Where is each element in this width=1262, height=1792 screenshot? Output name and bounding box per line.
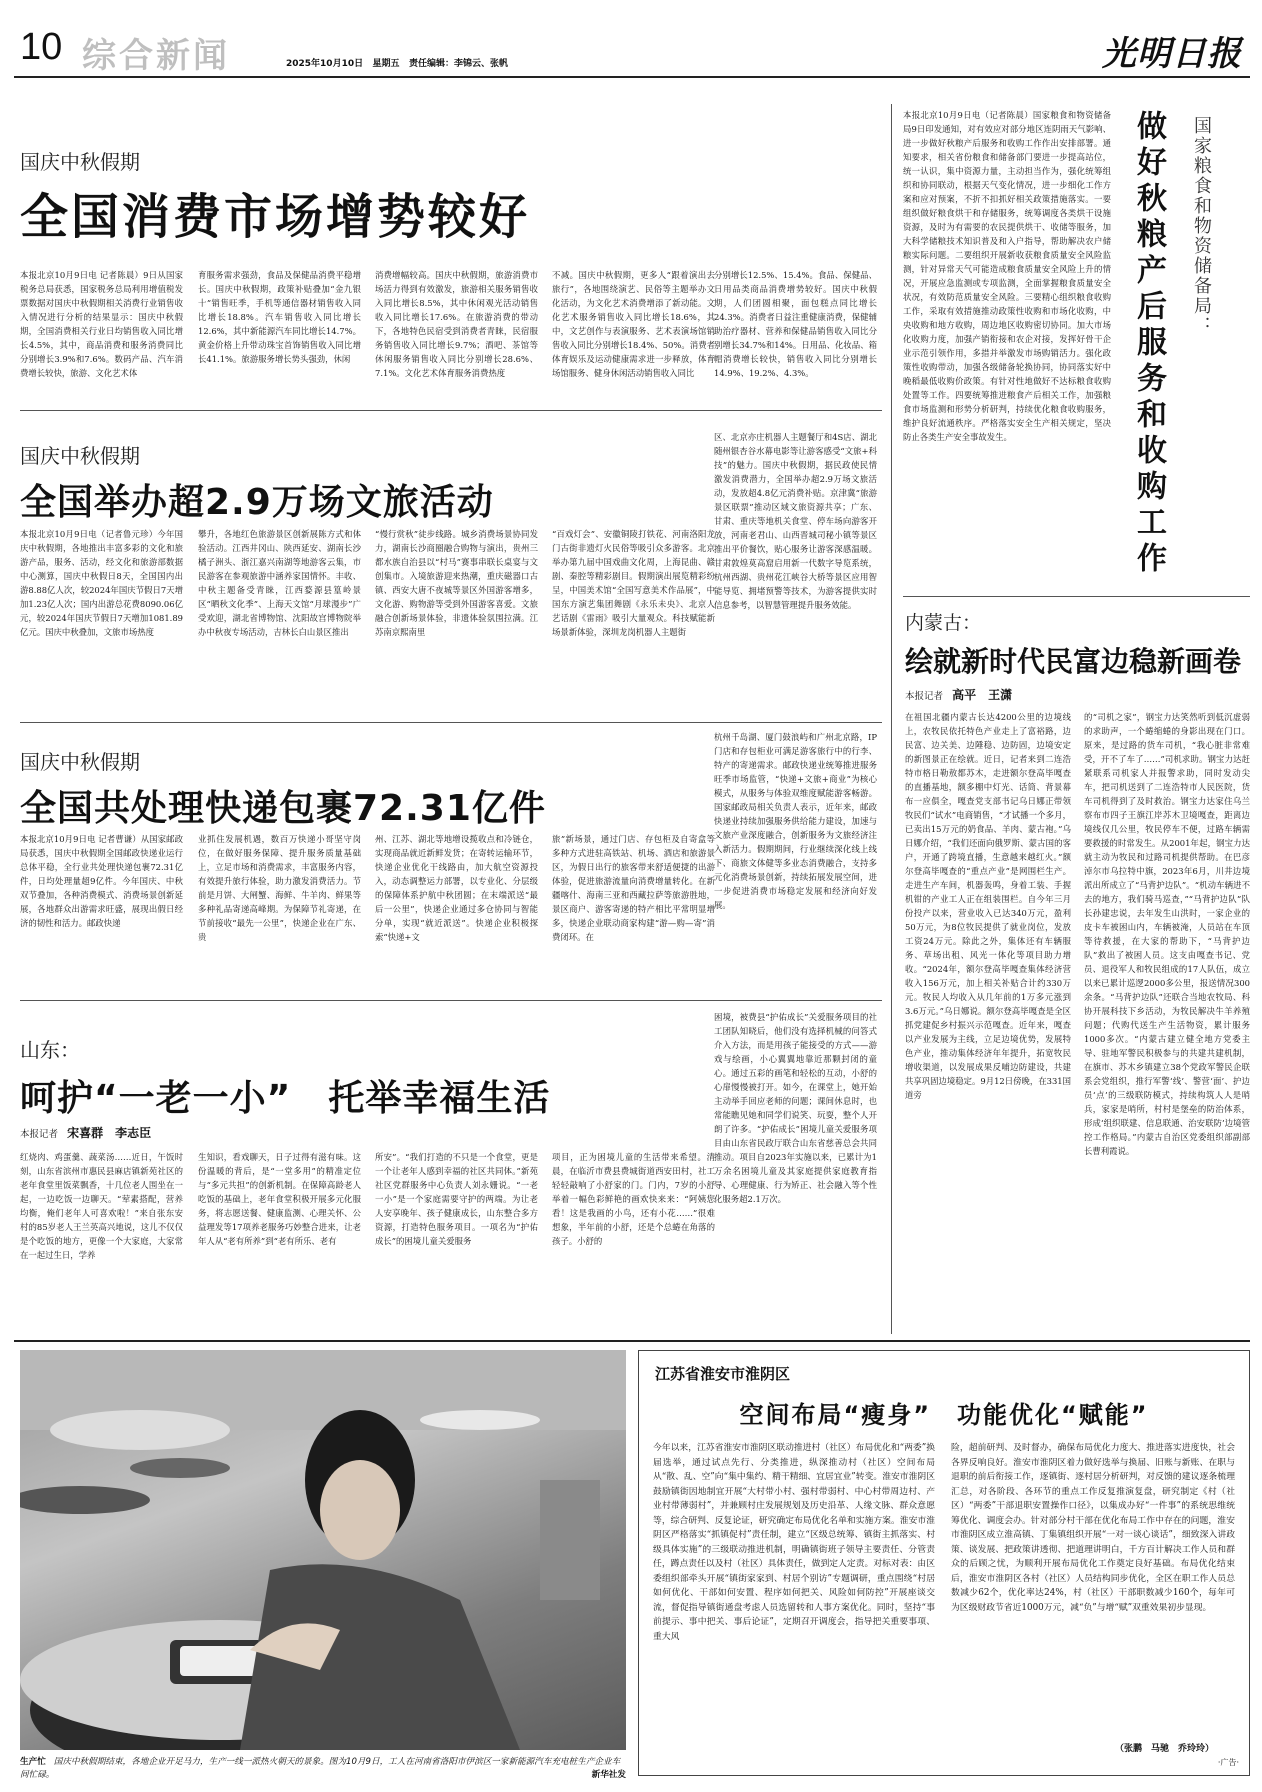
article-headline: 绘就新时代民富边稳新画卷 — [905, 645, 1242, 678]
article-body-column: 红烧肉、鸡蛋羹、蔬菜汤……近日，午饭时刻，山东省滨州市惠民县麻店镇新苑社区的老年食堂里饭菜飘香，十几位老人围坐在一起，一边吃饭一边聊天。“荤素搭配，营养均衡，俺们老年人可喜欢啦！”来自张东安村的85岁老人王兰英高兴地说，这儿不仅仅是个吃饭的地方，更像一个大家庭，大家常在一起过生日，学养 — [20, 1152, 183, 1260]
article-byline: 本报记者 高平 王潇 — [905, 688, 1013, 702]
article-body-column: 本报北京10月9日电 记者曹谦）从国家邮政局获悉，国庆中秋假期全国邮政快递业运行总体平稳，全行业共处理快递包裹72.31亿件，日均处理量超9亿件。今年国庆、中秋双节叠加，各种消费模式、消费场景创新延展，各地群众出游需求旺盛，展现出假日经济的韧性和活力。邮政快递 — [20, 834, 183, 928]
article-body-column: 消费增幅较高。国庆中秋假期，旅游消费市场活力得到有效激发，旅游相关服务销售收入同比增长8.5%，其中休闲观光活动销售收入同比增长17.6%。在旅游消费的带动下，各地特色民宿受到消费者青睐，民宿服务销售收入同比增长9.7%；酒吧、茶馆等休闲服务销售收入同比分别增长28.6%、7.1%。文化艺术体育服务消费热度 — [375, 270, 538, 378]
article-kicker: 国庆中秋假期 — [20, 444, 140, 468]
article-body-column: “百戏灯会”、安徽铜陵打铁花、河南洛阳龙门古街非遗灯火民俗等吸引众多游客。北京举办第九届中国戏曲文化周，上海昆曲、赣剧、秦腔等精彩剧目。假期演出展览精彩纷呈，中国美术馆“全国写意美术作品展”，中国东方演艺集团舞剧《永乐未央》、北京人艺话剧《雷雨》吸引大量观众。科技赋能新场景新体验，深圳龙岗机器人主题街 — [552, 529, 715, 637]
newspaper-logo: 光明日报 — [1102, 34, 1242, 74]
grain-article-body: 本报北京10月9日电（记者陈晨）国家粮食和物资储备局9日印发通知，对有效应对部分地区连阴雨天气影响、进一步做好秋粮产后服务和收购工作作出安排部署。通知要求，相关省份粮食和储备部门要进一步提高站位，统一认识，集中资源力量，主动担当作为，强化统筹组织和协同联动，根据天气变化情况，进一步细化工作方案和应对预案，不折不扣抓好相关政策措施落实。一要组织做好粮食烘干和存储服务，统筹调度各类烘干设施资源，及时为有需要的农民提供烘干、收储等服务，加大科学储粮技术知识普及和入户指导，帮助解决农户储粮实际问题。二要组织开展新收获粮食质量安全风险监测，针对异常天气可能造成粮食质量安全风险上升的情况，开展应急监测或专项监测，全面掌握粮食质量安全状况，有效防范质量安全风险。三要精心组织粮食收购工作，采取有效措施推动政策性收购和市场化收购，中央收购和地方收购，周边地区收购密切协同。加大市场化收购力度，加强产销衔接和农企对接，发挥好骨干企业示范引领作用，多措并举激发市场购销活力。强化政策性收购带动，加强各级储备轮换协同，协同落实好中晚稻最低收购价政策。有针对性地做好不达标粮食收购处置等工作。四要统筹推进粮食产后相关工作，加强粮食市场监测和形势分析研判，持续优化粮食收购服务，维护良好流通秩序。严格落实安全生产相关规定，坚决防止各类生产安全事故发生。 — [903, 110, 1111, 442]
factory-photo-art — [20, 1350, 626, 1750]
column-divider — [891, 104, 892, 1334]
article-byline: 本报记者 宋喜群 李志臣 — [20, 1126, 152, 1140]
photo-credit: 新华社发 — [591, 1770, 626, 1780]
photo-caption-text: 国庆中秋假期结束，各地企业开足马力，生产一线一派热火朝天的景象。图为10月9日，工人在河南省洛阳市伊滨区一家新能源汽车充电桩生产企业车间忙碌。 — [20, 1757, 621, 1780]
ad-byline: （张鹏 马驰 乔玲玲） — [1115, 1744, 1215, 1754]
article-body-column: 业抓住发展机遇，数百万快递小哥坚守岗位，在做好服务保障、提升服务质量基础上，立足市场和消费需求，丰富服务内容，有效提升旅行体验，助力激发消费活力。节前是月饼、大闸蟹、海鲜、牛羊肉、鲜果等多种礼品寄递高峰期。为保障节礼寄递，在节前接收“最先一公里”，快递企业在广东、贵 — [198, 834, 361, 942]
article-kicker: 国庆中秋假期 — [20, 150, 140, 174]
article-body-column: 本报北京10月9日电 记者陈晨）9日从国家税务总局获悉，国家税务总局利用增值税发票数据对国庆中秋假期相关消费行业销售收入情况进行分析的结果显示：国庆中秋假期，全国消费相关行业日均销售收入同比增长4.5%，其中，商品消费和服务消费同比分别增长3.9%和7.6%。数码产品、汽车消费增长较快，旅游、文化艺术体 — [20, 270, 183, 378]
ad-headline: 空间布局“瘦身” 功能优化“赋能” — [739, 1401, 1149, 1429]
section-title: 综合新闻 — [82, 36, 230, 76]
page-number: 10 — [20, 26, 63, 68]
article-body-column: 攀升，各地红色旅游景区创新展陈方式和体验活动。江西井冈山、陕西延安、湖南长沙橘子洲头、浙江嘉兴南湖等地游客云集，市民游客在参观旅游中涵养家国情怀。丰收、中秋主题备受青睐，江西婺源县篁岭景区“晒秋文化季”、上海天文馆“月球漫步”广受欢迎，湖北省博物馆、沈阳故宫博物院举办中秋夜专场活动，吉林长白山景区推出 — [198, 529, 361, 637]
article-body-column: 区、北京亦庄机器人主题餐厅和4S店、湖北随州银杏谷水幕电影等让游客感受“文旅+科技”的魅力。国庆中秋假期，据民政使民情激发消费潜力，全国举办超2.9万场文旅活动，发放超4.8亿元消费补贴。京津冀“旅游景区联票”推动区域文旅资源共享；广东、甘肃、重庆等地机关食堂、停车场向游客开放，河南老君山、山西晋城司秘小镇等景区推出平价餐饮，贴心服务让游客深感温暖。甘肃敦煌莫高窟启用新一代数字导览系统，杭州西湖、贵州花江峡谷大桥等景区应用智能导览、拥堵预警等技术，为游客提供实时信息参考，以智慧管理提升服务效能。 — [714, 432, 877, 610]
photo-caption-label: 生产忙 — [20, 1757, 46, 1767]
article-headline: 呵护“一老一小” 托举幸福生活 — [20, 1078, 551, 1119]
ad-region-label: 江苏省淮安市淮阴区 — [655, 1365, 791, 1383]
article-body-column: 育服务需求强劲，食品及保健品消费平稳增长。国庆中秋假期，政策补贴叠加“金九银十”销售旺季，手机等通信器材销售收入同比增长18.8%。汽车销售收入同比增长12.6%，其中新能源汽车同比增长14.7%。黄金价格上升带动珠宝首饰销售收入同比增长41.1%。旅游服务增长势头强劲，休闲 — [198, 270, 361, 364]
article-body-column: 本报北京10月9日电（记者鲁元珍）今年国庆中秋假期，各地推出丰富多彩的文化和旅游产品，服务、活动，经文化和旅游部数据中心测算，国庆中秋假日8天，全国国内出游8.88亿人次，较2024年国庆节假日7天增加1.23亿人次；国内出游总花费8090.06亿元，较2024年国庆节假日7天增加1081.89亿元。国庆中秋叠加，文旅市场热度 — [20, 529, 183, 637]
article-body-column: 在祖国北疆内蒙古长达4200公里的边境线上，农牧民依托特色产业走上了富裕路，边民富、边关美、边陲稳、边防固，边境安定的新图景正在绘就。近日，记者来到二连浩特市格日勒敖都苏木，走进额尔登高毕嘎查的直播基地，额多棚中灯光、话筒、背景幕布一应俱全，嘎查党支部书记乌日娜正带领牧民们“试水”电商销售，“才试播一个多月，已卖出15万元的奶食品、羊肉、蒙古袍。”乌日娜介绍，“我们还面向俄罗斯、蒙古国的客户，开通了跨境直播，生意越来越红火。”额尔登高毕嘎查的“重点产业”是网围栏生产。走进生产车间，机器轰鸣，身着工装、手握机钳的产业工人正在组装围栏。自今年三月份投产以来，营业收入已达340万元，盈利50万元，为8位牧民提供了就业岗位，发放工资24万元。除此之外，集体还有车辆服务、草场出租、风光一体化等项目助力增收。“2024年，额尔登高毕嘎查集体经济营收入156万元，加上相关补贴合计约330万元。牧民人均收入从几年前的1万多元涨到3.6万元。”乌日娜说。额尔登高毕嘎查是全区抓党建促乡村振兴示范嘎查。近年来，嘎查以产业发展为主线，立足边境优势，发展特色产业，推动集体经济年年提升，拓宽牧民增收渠道，以发展成果反哺边防建设，共建共享巩固边境稳定。9月12日傍晚，在331国道旁 — [905, 712, 1071, 1100]
issue-date: 2025年10月10日 星期五 责任编辑：李锦云、张帆 — [286, 59, 508, 69]
photo-caption — [20, 1756, 626, 1782]
article-kicker: 内蒙古： — [905, 612, 982, 634]
article-body-column: “慢行赏秋”徒步线路。城乡消费场景协同发力，湖南长沙商圈融合购物与演出，贵州三都水族自治县以“村马”赛事串联长桌宴与文创集市。入境旅游迎来热潮，重庆磁器口古镇、西安大唐不夜城等景区外国游客增多，文化游、购物游等受到外国游客喜爱。文旅融合创新场景体验，非遗体验氛围拉满。江苏南京熙南里 — [375, 529, 538, 637]
article-body-column: 所安”。“我们打造的不只是一个食堂，更是一个让老年人感到幸福的社区共同体。”新苑社区党群服务中心负责人刘永姗说。“一老一小”是一个家庭需要守护的两端。为让老人安享晚年、孩子健康成长，山东整合多方资源，打造特色服务项目。一项名为“护佑成长”的困境儿童关爱服务 — [375, 1152, 538, 1246]
masthead-rule — [14, 76, 1250, 78]
ad-box — [638, 1350, 1250, 1776]
article-body-column: 杭州千岛湖、厦门鼓浪屿和广州北京路，IP门店和存包柜业可满足游客旅行中的行李、特产的寄递需求。邮政快递业统筹推进服务旺季市场监管，“快递+文旅+商业”为核心模式，从服务与体验双维度赋能游客畅游。国家邮政局相关负责人表示，近年来，邮政快递业持续加强服务供给能力建设，加速与文旅产业深度融合，创新服务为文旅经济注入新活力。假期期间，行业继续深化线上线下、商旅文体健等多业态消费融合，支持多元化消费场景创新，持续拓展发展空间，进一步促进消费市场稳定发展和经济向好发展。 — [714, 732, 877, 910]
article-kicker: 国庆中秋假期 — [20, 750, 140, 774]
article-body-column: 生知识，看戏聊天，日子过得有滋有味。这份温暖的背后，是“一堂多用”的精准定位与“多元共担”的创新机制。在保障高龄老人吃饭的基础上，老年食堂积极开展多元化服务，将志愿送餐、健康监测、心理关怀、公益理发等17项养老服务巧妙整合进来，让老年人从“老有所养”到“老有所乐、老有 — [198, 1152, 361, 1246]
divider — [20, 722, 882, 723]
factory-photo — [20, 1350, 626, 1750]
divider — [903, 596, 1250, 597]
grain-vertical-kicker: 国家粮食和物资储备局： — [1191, 116, 1212, 336]
article-headline: 全国举办超2.9万场文旅活动 — [20, 482, 494, 523]
divider — [20, 1000, 882, 1001]
article-body-column: 困境，被费县“护佑成长”关爱服务项目的社工团队知晓后，他们没有选择机械的问答式介入方法，而是用孩子能接受的方式——游戏与绘画，小心翼翼地靠近那颗封闭的童心。通过五彩的画笔和轻松的互动，小舒的心扉慢慢被打开。如今，在课堂上，她开始主动举手回应老师的问题；课间休息时，也常能瞧见她和同学们说笑、玩耍，整个人开朗了许多。“护佑成长”困境儿童关爱服务项目由山东省民政厅联合山东省慈善总会共同推动。项目自2023年实施以来，已累计为1万余名困境儿童及其家庭提供家庭教育指导、心理健康、行为矫正、社会融入等个性化服务超2.1万次。 — [714, 1012, 877, 1204]
ad-mark: ·广告· — [1217, 1758, 1239, 1767]
article-body-column: 州、江苏、湖北等地增设揽收点和冷链仓，实现商品就近新鲜发货；在寄转运输环节，快递企业优化干线路由，加大航空资源投入，动态调整运力部署，以专业化、分层级的保障体系护航中秋团圆；在末端派送“最后一公里”，快递企业通过多仓协同与智能分单，实现“就近派送”。快递企业积极探索“快递+文 — [375, 834, 538, 942]
article-body-column: 分别增长12.5%、15.4%。食品、保健品、日用品类商品消费增势较好。国庆中秋假期，人们团圆相聚，面包糕点同比增长24.3%。消费者日益注重健康消费，保健辅助治疗器材、营养和保健品销售收入同比分别增长34.7%和14%。日用品、化妆品、箱帽消费增长较快，销售收入同比分别增长14.9%、19.2%、4.3%。 — [714, 270, 877, 378]
article-kicker: 山东： — [20, 1038, 80, 1062]
article-headline: 全国消费市场增势较好 — [20, 189, 531, 245]
article-headline: 全国共处理快递包裹72.31亿件 — [20, 788, 546, 829]
ad-body-column: 今年以来，江苏省淮安市淮阴区联动推进村（社区）布局优化和“两委”换届选举，通过试点先行、分类推进，纵深推动村（社区）空间布局从“散、乱、空”向“集中集约、精干精细、宜居宜业”转变。淮安市淮阴区鼓励镇街因地制宜开展“大村带小村、强村带弱村、中心村带周边村、产业村带薄弱村”，并兼顾村庄发展规划及历史沿革、人缘文脉、群众意愿等，综合研判、反复论证，研究确定布局优化名单和实施方案。淮安市淮阴区严格落实“抓镇促村”责任制，建立“区级总统筹、镇街主抓落实、村级具体实施”的三级联动推进机制，明确镇街班子领导主要责任、分管责任，蹲点责任以及村（社区）具体责任，做到定人定责。对标对表：由区委组织部牵头开展“镇街家家到、村居个别访”专题调研，重点围绕“村居如何优化、干部如何安置、程序如何把关、风险如何防控”开展座谈交流，督促指导镇街通盘考虑人员选留转和人事方案优化。同时，坚持“事前提示、事中把关、事后论证”，定期召开调度会，指导把关重要事项、重大风 — [653, 1443, 935, 1642]
ad-body-column: 险，超前研判、及时督办，确保布局优化力度大、推进落实进度快，社会各界反响良好。淮安市淮阴区着力做好选举与换届、旧账与新账、在职与退职的前后衔接工作，逐镇街、逐村居分析研判，对反馈的建议逐条梳理汇总，对各阶段、各环节的重点工作反复推演复盘，研究制定《村（社区）“两委”干部退职安置操作口径》，以集成办好“一件事”的系统思维统筹优化、调度会办。针对部分村干部在优化布局工作中存在的问题，淮安市淮阴区成立淮高镇、丁集镇组织开展“一对一谈心谈话”，细致深入讲政策、谈发展、把政策讲透彻、把道理讲明白，千方百计解决工作人员和群众的后顾之忧，为顺利开展布局优化工作奠定良好基础。布局优化结束后，淮安市淮阴区各村（社区）人员结构同步优化，全区在职工作人员总数减少62个，优化率达24%，村（社区）干部职数减少160个，每年可为区级财政节省近1000万元，减“负”与增“赋”双重效果初步显现。 — [951, 1443, 1235, 1613]
article-body-column: 不减。国庆中秋假期，更多人“跟着演出去旅行”，各地围绕演艺、民俗等主题举办文化活动，为文化艺术消费增添了新动能。文化艺术服务销售收入同比增长18.6%，其中，文艺创作与表演服务、艺术表演场馆销售收入同比分别增长18.4%、50%。消费者体育娱乐及运动健康需求进一步释放，体育场馆服务、健身休闲活动销售收入同比 — [552, 270, 715, 378]
article-body-column: 的“司机之家”，钢宝力达笑然听到低沉虚弱的求助声，一个蜷缩蜷的身影出现在门口。原来，是过路的货车司机，“我心脏非常难受，开不了车了……”司机求助。钢宝力达赶紧联系司机家人并报警求助，同时发动尖车，把司机送到了二连浩特市人民医院，货车司机得到了及时救治。钢宝力达家住乌兰察布市四子王旗江岸苏木卫境嘎查，距离边境线仅几公里，牧民停车不便，过路车辆需要救援的时常发生。从2001年起，钢宝力达就主动为牧民和过路司机提供帮助。在巴彦淖尔市乌拉特中旗，2023年6月，川井边境派出所成立了“马背护边队”。“机动车辆进不去的地方，我们骑马巡查，”“马背护边队”队长孙建忠说，去年发生山洪时，一家企业的皮卡车被困山内，车辆被淹，人员站在车顶等待救援，在大家的帮助下，“马背护边队”救出了被困人员。这支由嘎查书记、党员、退役军人和牧民组成的17人队伍，成立以来已累计巡逻2000多公里，报送情况300余条。“马背护边队”还联合当地农牧局、科协开展科技下乡活动，为牧民解决牛羊养殖问题；代购代送生产生活物资，累计服务1000多次。“内蒙古建立健全地方党委主导、驻地军警民积极参与的共建共建机制，在旗市、苏木乡镇建立38个党政军警民企联系会党组织，推行军警‘线’、警营‘面’、护边员‘点’的三级联防模式，持续构筑人人是哨兵，家家是哨所，村村是堡垒的防治体系，形成‘组织联建、信息联通、治安联防’边境管控工作格局。”内蒙古自治区党委组织部副部长曹利霞说。 — [1084, 712, 1250, 1156]
masthead — [14, 16, 1250, 76]
divider — [20, 410, 882, 411]
grain-vertical-headline: 做好秋粮产后服务和收购工作 — [1131, 110, 1166, 578]
article-body-column: 旅”新场景，通过门店、存包柜及自寄盒等多种方式进驻高铁站、机场、酒店和旅游景区，为假日出行的旅客带来舒适便捷的出游体验，促进旅游流量向消费增量转化。在新疆喀什、海南三亚和西藏拉萨等旅游胜地，景区商户、游客寄递的特产相比平常明显增多，快递企业联动商家构建“游—购—寄”消费闭环。在 — [552, 834, 715, 942]
section-rule — [14, 1340, 1250, 1342]
article-body-column: 项目，正为困境儿童的生活带来希望。清晨，在临沂市费县费城街道西安田村，社工轻轻敲响了小舒家的门。门内，7岁的小舒举着一幅色彩鲜艳的画欢快来来：“阿姨您看！这是我画的小鸟，还有小花……”很难想象，半年前的小舒，还是个总蜷在角落的孩子。小舒的 — [552, 1152, 715, 1246]
